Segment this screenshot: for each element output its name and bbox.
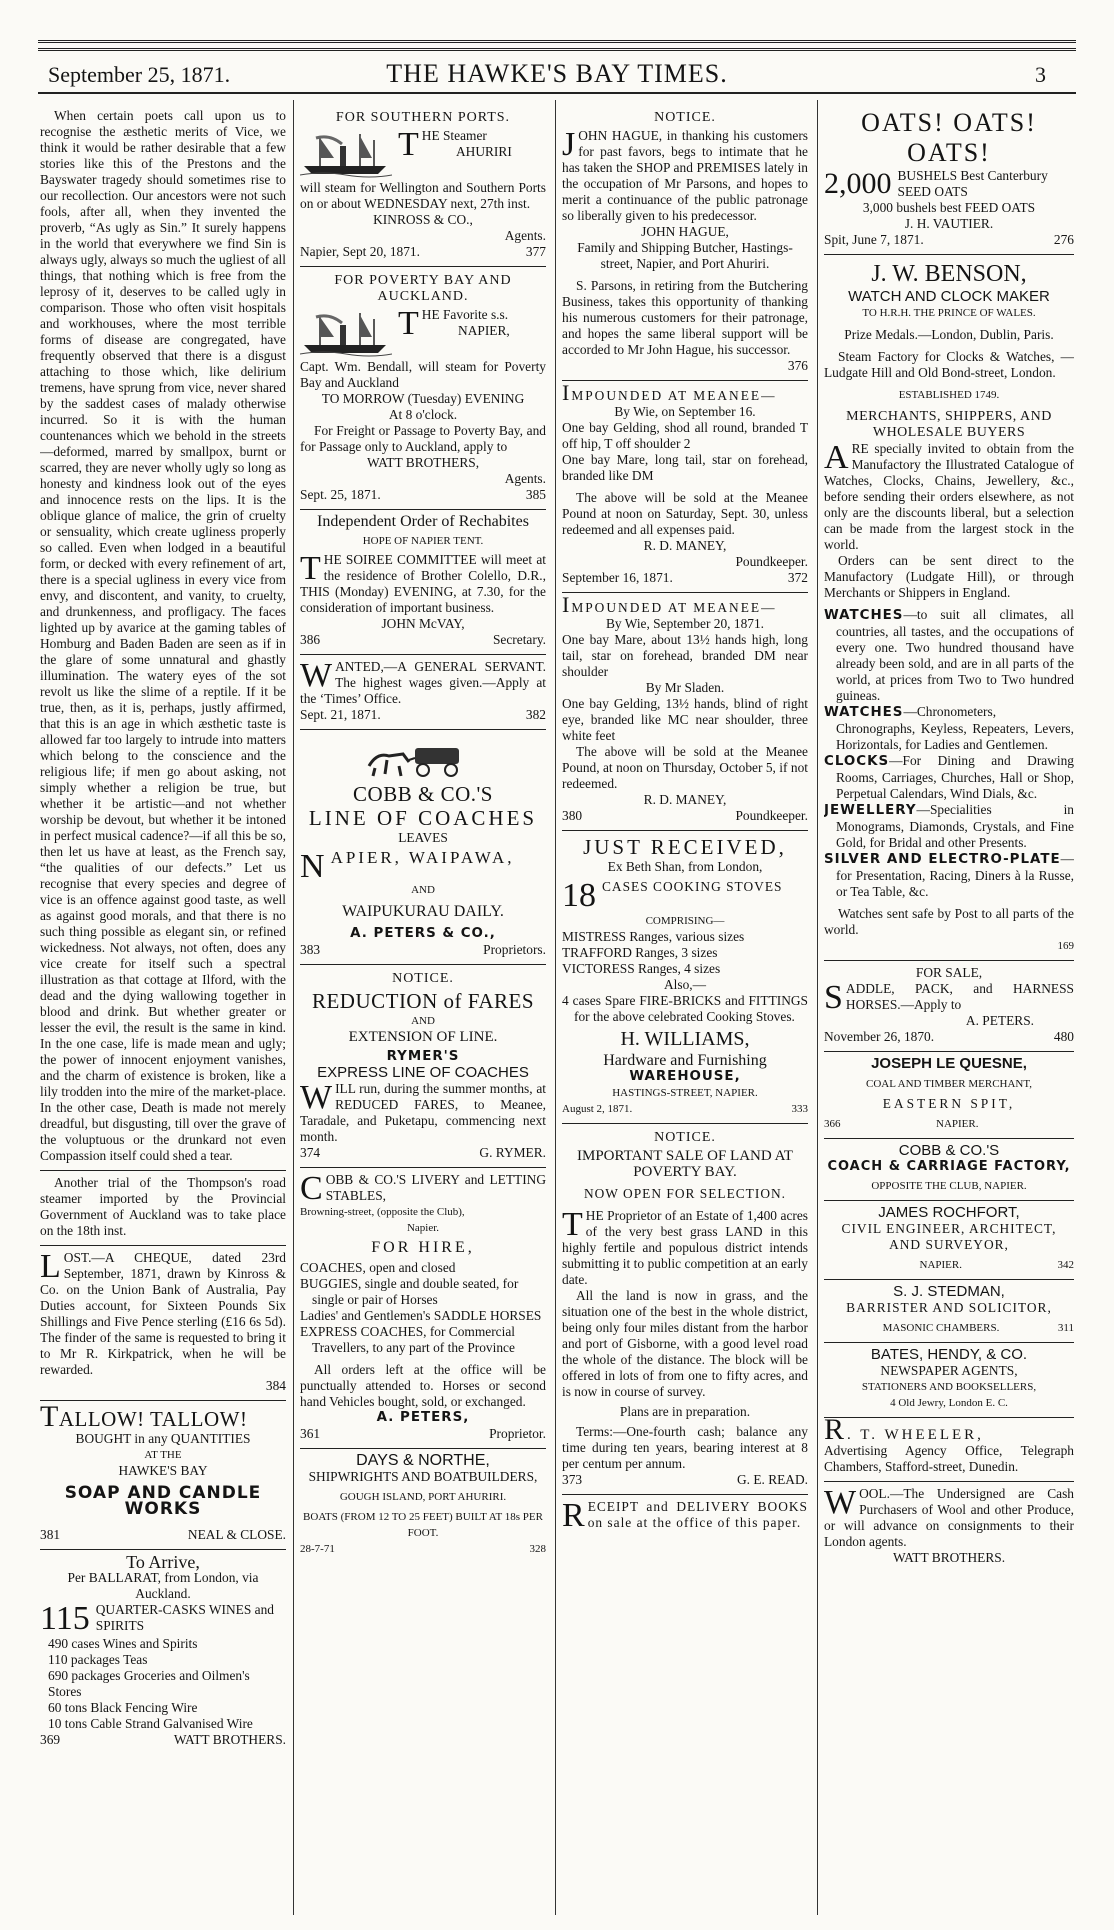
news-text: Another trial of the Thompson's road steamer imported by the Provincial Government of Auckland was to take place on the 18th inst. xyxy=(40,1175,286,1238)
ad-text: By Wie, September 20, 1871. xyxy=(605,616,765,631)
ad-sign: JOHN HAGUE, xyxy=(641,224,729,239)
ad-text: Watches sent safe by Post to all parts of the world. xyxy=(824,906,1074,937)
list-item: 110 packages Teas xyxy=(48,1652,148,1667)
ad-number: 374 xyxy=(300,1145,321,1160)
ad-text: Orders can be sent direct to the Manufactory (Ludgate Hill), or through Merchants or Shippers in England. xyxy=(824,553,1074,600)
tallow-sign: NEAL & CLOSE. xyxy=(187,1527,286,1542)
ad-number: 328 xyxy=(529,1543,546,1555)
ad-sign: H. WILLIAMS, xyxy=(620,1028,750,1050)
ad-number: 369 xyxy=(40,1732,61,1747)
ad-text: CASES COOKING STOVES xyxy=(602,879,783,894)
list-item: 60 tons Black Fencing Wire xyxy=(48,1700,198,1715)
ad-text: MASONIC CHAMBERS. xyxy=(882,1322,1000,1334)
ship-name: AHURIRI xyxy=(455,144,512,159)
ad-role: Poundkeeper. xyxy=(735,554,808,569)
ad-text: Browning-street, (opposite the Club), xyxy=(300,1206,465,1218)
ad-text: ESTABLISHED 1749. xyxy=(898,389,1000,401)
tallow-line: AT THE xyxy=(144,1449,182,1461)
for-sale-ad xyxy=(824,961,1074,1052)
drop-cap: W xyxy=(300,657,333,694)
livery-stables-ad xyxy=(300,1168,546,1449)
ad-date: September 16, 1871. xyxy=(562,570,673,585)
ad-number: 480 xyxy=(1053,1029,1074,1044)
ad-text: S. Parsons, in retiring from the Butchering Business, takes this opportunity of thanking his numerous customers for their patronage, and hopes the same liberal support will be accorded to Mr John Hague, his successor. xyxy=(562,278,808,357)
ad-text: ANTED,—A GENERAL SERVANT. The highest wages given.—Apply at the ‘Times’ Office. xyxy=(300,659,546,706)
wheeler-ad xyxy=(824,1413,1074,1482)
ad-text: COACH & CARRIAGE FACTORY, xyxy=(827,1159,1071,1174)
ad-heading: FOR SALE, xyxy=(915,965,983,980)
ad-heading: LINE OF COACHES xyxy=(308,806,538,830)
ad-heading: NOTICE. xyxy=(654,110,716,125)
ad-text: ECEIPT and DELIVERY BOOKS on sale at the office of this paper. xyxy=(587,1499,808,1530)
drop-cap: S xyxy=(824,979,843,1016)
ad-number: 276 xyxy=(1053,232,1074,247)
list-item: 490 cases Wines and Spirits xyxy=(48,1636,198,1651)
ad-heading: NOTICE. xyxy=(392,971,454,986)
ad-heading: DAYS & NORTHE, xyxy=(356,1452,490,1469)
ad-number: 381 xyxy=(40,1527,61,1542)
ad-text: One bay Gelding, 13½ hands, blind of right eye, branded like MC near shoulder, three white feet xyxy=(562,696,808,743)
ad-text: EXPRESS LINE OF COACHES xyxy=(317,1064,529,1081)
ad-role: Proprietors. xyxy=(483,942,546,957)
drop-cap: I xyxy=(562,592,572,617)
column-4 xyxy=(824,104,1074,1919)
ad-subheading: HOPE OF NAPIER TENT. xyxy=(362,535,484,547)
ad-keyword: JEWELLERY xyxy=(824,803,917,818)
ad-text: One bay Mare, about 13½ hands high, long tail, star on forehead, branded DM near shoulder xyxy=(562,632,808,679)
ad-number: 376 xyxy=(787,358,808,373)
ad-number: 383 xyxy=(300,942,321,957)
arrive-title: To Arrive, xyxy=(126,1552,200,1572)
ad-text: ILL run, during the summer months, at REDUCED FARES, to Meanee, Taradale, and Puketapu, commencing next month. xyxy=(300,1081,546,1144)
ad-text: TO MORROW (Tuesday) EVENING xyxy=(321,391,525,406)
ad-text: OBB & CO.'S LIVERY and LETTING STABLES, xyxy=(325,1172,546,1203)
list-item: 690 packages Groceries and Oilmen's Stores xyxy=(48,1668,250,1699)
impounded-ad-2 xyxy=(562,593,808,831)
tallow-line: HAWKE'S BAY xyxy=(118,1463,208,1478)
ad-keyword: WATCHES xyxy=(824,608,904,623)
ad-text: LEAVES xyxy=(398,830,448,845)
ad-text: Capt. Wm. Bendall, will steam for Poverty Bay and Auckland xyxy=(300,359,546,390)
big-number: 2,000 xyxy=(824,168,892,200)
ad-heading: JOSEPH LE QUESNE, xyxy=(871,1055,1027,1072)
bates-hendy-ad xyxy=(824,1343,1074,1418)
ad-text: For Freight or Passage to Poverty Bay, and for Passage only to Auckland, apply to xyxy=(300,423,546,454)
ad-text: All the land is now in grass, and the situation one of the best in the whole district, being only four miles distant from the harbor and port of Gisborne, with a good level road the whole of the distance. The block will be offered in lots of from one to fifty acres, and is now in course of survey. xyxy=(562,1288,808,1399)
ad-heading: JAMES ROCHFORT, xyxy=(878,1204,1020,1221)
ad-text: —Specialities in Monograms, Diamonds, Crystals, and Fine Gold, for Bridal and other Presents. xyxy=(836,802,1074,850)
ad-heading: BATES, HENDY, & CO. xyxy=(870,1346,1028,1363)
ad-text: APIER, WAIPAWA, xyxy=(330,848,515,867)
ad-sign: G. E. READ. xyxy=(736,1472,808,1487)
ad-number: 377 xyxy=(525,244,546,259)
ad-date: Sept. 21, 1871. xyxy=(300,707,381,722)
ad-number: 366 xyxy=(824,1118,841,1130)
ad-text: Family and Shipping Butcher, Hastings-street, Napier, and Port Ahuriri. xyxy=(577,240,793,271)
ad-text: TO H.R.H. THE PRINCE OF WALES. xyxy=(862,307,1036,319)
ad-number: 384 xyxy=(265,1378,286,1393)
list-item: 10 tons Cable Strand Galvanised Wire xyxy=(48,1716,253,1731)
ad-heading: FOR HIRE, xyxy=(371,1239,475,1256)
ad-text: AND xyxy=(411,884,435,896)
stagecoach-icon xyxy=(363,738,483,778)
ad-text: ADDLE, PACK, and HARNESS HORSES.—Apply to xyxy=(845,981,1074,1012)
ad-sign: A. PETERS & CO., xyxy=(350,926,496,941)
ad-heading: . T. WHEELER, xyxy=(847,1427,984,1443)
ad-role: Poundkeeper. xyxy=(735,808,808,823)
ad-text: Terms:—One-fourth cash; balance any time during ten years, bearing interest at 8 per centum per annum. xyxy=(562,1424,808,1471)
ad-text: HE Steamer xyxy=(421,128,487,143)
ad-heading: Independent Order of Rechabites xyxy=(317,513,529,530)
ad-text: NEWSPAPER AGENTS, xyxy=(880,1363,1018,1378)
ad-number: 373 xyxy=(562,1472,583,1487)
ad-text: Prize Medals.—London, Dublin, Paris. xyxy=(844,327,1054,342)
wool-ad xyxy=(824,1482,1074,1566)
drop-cap: L xyxy=(40,1248,61,1285)
ad-sign: J. H. VAUTIER. xyxy=(904,216,994,231)
ad-text: Plans are in preparation. xyxy=(619,1404,751,1419)
impounded-ad-1 xyxy=(562,381,808,593)
ad-text: —For Dining and Drawing Rooms, Carriages, Churches, Hall or Shop, Perpetual Calendars, Wind Dials, &c. xyxy=(836,753,1074,801)
ad-text: GOUGH ISLAND, PORT AHURIRI. xyxy=(339,1491,507,1503)
ad-number: 382 xyxy=(525,707,546,722)
ad-sign: KINROSS & CO., xyxy=(373,212,473,227)
ad-text: BOATS (FROM 12 TO 25 FEET) BUILT AT 18s PER FOOT. xyxy=(303,1511,543,1539)
ad-heading: REDUCTION of FARES xyxy=(311,989,535,1013)
drop-cap: T xyxy=(300,550,321,587)
drop-cap: W xyxy=(300,1079,333,1116)
ad-text: Ex Beth Shan, from London, xyxy=(607,859,763,874)
essay-article xyxy=(40,104,286,1171)
ad-text: BUSHELS Best Canterbury SEED OATS xyxy=(897,168,1048,199)
big-number: 18 xyxy=(562,879,596,913)
arrive-sign: WATT BROTHERS. xyxy=(173,1732,286,1747)
ad-date: August 2, 1871. xyxy=(562,1103,633,1115)
ad-text: NAPIER. xyxy=(919,1259,962,1271)
essay-text: When certain poets call upon us to recognise the æsthetic merits of Vice, we think it would be rather desirable that a few stories like this of the Prestons and the Bayswater tragedy should sometimes rise to our recollection. Our ancestors were not such fools, after all, when they invented the proverb, “As ugly as Sin.” It surely happens in the world that everywhere we find Sin is always ugly, always so much the ugliest of all things, that nothing which is free from the leprosy of it, deserves to be called ugly in comparison. Those who often visit hospitals and workhouses, where the most terrible forms of disease are congregated, have frequently observed that there is a disgust attaching to those which, like delirium tremens, have sprung from vice, never shared by the saddest cases of malady otherwise incurred. So it is with the human countenances which we behold in the streets—deformed, marred by smallpox, burnt or scarred, they are never wholly ugly so long as honesty and kindness look out of the eyes and innocence rests on the lips. It is the oblique glance of malice, the grin of cruelty or sensuality, which create ugliness properly so called. Even when lodged in a beautiful form, or decked with every refinement of art, there is a special ugliness in every vice from envy, and discontent, and vanity, to cruelty, and drunkenness, and profligacy. The faces lighted up by avarice at the gaming tables of Homburg and Baden Baden are seen as if in the glare of some unnatural and ghastly illumination. The watery eyes of the sot revolt us like the slime of a reptile. If it be true, then, as it is, perhaps, justly affirmed, that this is an age in which æsthetic taste is allowed far too largely to intrude into matters which belong to the conscience and the religious life; if men go about asking, not simply whether a religion be true, but whether it be artistic—and not whether worship be devout, but whether it be intoned in perfect musical cadence?—if all this be so, then let us have at least, as the French say, “the qualities of our defects.” Let us recognise that every species and degree of vice is an offence against good taste, as well as against good morals, and that there is no such thing possible as elegant sin, or refined wickedness. Not always, not often, does any vice create for itself such a spectral illustration as that cottage at Ilford, with the dead and the dying wallowing together in blood and drink. But whether greater or lesser the evil, the result is the same in kind. In the one case, life is made mean and ugly; the power of innocent enjoyment vanishes, and the charm of existence is broken, like a lily trodden into the mire of the market-place. In the other case, Death is made not merely dreadful, but disgusting, till over the grave of the voluptuous or the drunkard not even Compassion itself could shed a tear. xyxy=(40,108,286,1163)
ad-text: COAL AND TIMBER MERCHANT, xyxy=(865,1078,1033,1090)
ad-text: —for Presentation, Racing, Diners à la Russe, or Tea Table, &c. xyxy=(836,851,1074,899)
list-item: Ladies' and Gentlemen's SADDLE HORSES xyxy=(300,1308,542,1323)
tallow-line: BOUGHT in any QUANTITIES xyxy=(75,1431,251,1446)
ad-heading: FOR POVERTY BAY AND AUCKLAND. xyxy=(334,273,512,304)
ad-text: All orders left at the office will be punctually attended to. Horses or second hand Vehicles bought, sold, or exchanged. xyxy=(300,1362,546,1409)
ad-text: WAIPUKURAU DAILY. xyxy=(342,903,504,920)
stedman-ad xyxy=(824,1280,1074,1343)
drop-cap: R xyxy=(562,1497,585,1534)
john-hague-ad xyxy=(562,104,808,381)
tallow-works: SOAP AND CANDLE WORKS xyxy=(64,1483,262,1519)
ad-keyword: WATCHES xyxy=(824,705,904,720)
ad-text: 3,000 bushels best FEED OATS xyxy=(862,200,1036,215)
ad-text: By Wie, on September 16. xyxy=(614,404,756,419)
ad-heading: COBB & CO.'S xyxy=(353,782,493,806)
list-item: EXPRESS COACHES, for Commercial Travellers, to any part of the Province xyxy=(300,1324,515,1355)
column-divider xyxy=(555,100,556,1915)
ad-number: 169 xyxy=(1057,940,1074,952)
list-item: TRAFFORD Ranges, 3 sizes xyxy=(562,945,718,960)
southern-ports-ad xyxy=(300,104,546,267)
drop-cap: W xyxy=(824,1484,857,1521)
ad-text: The above will be sold at the Meanee Pound, at noon on Thursday, October 5, if not redeemed. xyxy=(562,744,808,791)
ad-text: HE Favorite s.s. xyxy=(421,307,509,322)
ad-text: Napier. xyxy=(406,1222,440,1234)
drop-cap: C xyxy=(300,1170,323,1207)
ad-text: By Mr Sladen. xyxy=(645,680,725,695)
ad-text: Also,— xyxy=(663,977,707,992)
drop-cap: T xyxy=(398,305,419,342)
drop-cap: A xyxy=(824,439,849,476)
ad-sign: G. RYMER. xyxy=(479,1145,546,1160)
drop-cap: I xyxy=(562,380,572,405)
ad-number: 311 xyxy=(1057,1322,1074,1334)
column-divider xyxy=(293,100,294,1915)
issue-date: September 25, 1871. xyxy=(48,62,231,87)
ad-keyword: SILVER AND ELECTRO-PLATE xyxy=(824,852,1061,867)
ad-text: OOL.—The Undersigned are Cash Purchasers of Wool and other Produce, or will advance on consignments to their London agents. xyxy=(824,1486,1074,1549)
ad-number: 342 xyxy=(1057,1259,1074,1271)
ad-date: Spit, June 7, 1871. xyxy=(824,232,924,247)
ad-text: CIVIL ENGINEER, ARCHITECT, AND SURVEYOR, xyxy=(841,1221,1057,1252)
ad-sign: JOHN McVAY, xyxy=(381,616,465,631)
ad-text: RE specially invited to obtain from the Manufactory the Illustrated Catalogue of Watches, Clocks, Chains, Jewellery, &c., before sending their orders elsewhere, as not only are the discounts liberal, but a selection can be made from the largest stock in the world. xyxy=(824,441,1074,552)
ad-text: The above will be sold at the Meanee Pound at noon on Saturday, Sept. 30, unless redeemed and all expenses paid. xyxy=(562,490,808,537)
ad-heading: OATS! OATS! OATS! xyxy=(861,108,1037,167)
drop-cap: J xyxy=(562,126,576,163)
lost-text: OST.—A CHEQUE, dated 23rd September, 1871, drawn by Kinross & Co. on the Union Bank of Australia, Pay Duties account, for Sixteen Pounds Six Shillings and Five Pence sterling (£16 6s 5d). The finder of the same is requested to bring it to Mr R. Kirkpatrick, when he will be rewarded. xyxy=(40,1250,286,1377)
ad-role: Secretary. xyxy=(492,632,546,647)
ad-text: 4 cases Spare FIRE-BRICKS and FITTINGS for the above celebrated Cooking Stoves. xyxy=(562,993,808,1024)
ad-heading: FOR SOUTHERN PORTS. xyxy=(335,110,511,125)
drop-cap: T xyxy=(562,1206,583,1243)
ad-date: November 26, 1870. xyxy=(824,1029,935,1044)
wanted-ad xyxy=(300,655,546,730)
ad-heading: IMPORTANT SALE OF LAND AT POVERTY BAY. xyxy=(577,1148,793,1180)
cobb-factory-ad xyxy=(824,1139,1074,1201)
ad-text: Steam Factory for Clocks & Watches, —Ludgate Hill and Old Bond-street, London. xyxy=(824,349,1074,380)
ad-heading: JUST RECEIVED, xyxy=(583,835,787,859)
ad-text: Hardware and Furnishing xyxy=(603,1052,767,1069)
reduction-fares-ad xyxy=(300,965,546,1168)
ad-date: Sept. 25, 1871. xyxy=(300,487,381,502)
ad-number: 333 xyxy=(791,1103,808,1115)
list-item: MISTRESS Ranges, various sizes xyxy=(562,929,745,944)
ad-text: NAPIER. xyxy=(936,1118,979,1130)
ad-text: SHIPWRIGHTS AND BOATBUILDERS, xyxy=(308,1469,538,1484)
top-rule-2 xyxy=(38,48,1076,51)
rochfort-ad xyxy=(824,1201,1074,1280)
ad-heading: MPOUNDED AT MEANEE— xyxy=(571,600,777,615)
ad-number: 361 xyxy=(300,1426,321,1441)
header-rule xyxy=(38,92,1076,94)
just-received-ad xyxy=(562,831,808,1124)
top-rule xyxy=(38,40,1076,43)
ad-sign: R. D. MANEY, xyxy=(643,538,727,553)
ad-text: One bay Mare, long tail, star on forehead, branded like DM xyxy=(562,452,808,483)
arrive-big-text: QUARTER-CASKS WINES and SPIRITS xyxy=(95,1602,274,1633)
poverty-bay-ad xyxy=(300,267,546,510)
ad-number: 372 xyxy=(787,570,808,585)
column-divider xyxy=(817,100,818,1915)
ad-text: EASTERN SPIT, xyxy=(882,1096,1016,1111)
ad-text: OHN HAGUE, in thanking his customers for past favors, begs to intimate that he has taken the SHOP and PREMISES lately in the occupation of Mr Parsons, and hopes to merit a continuance of the public patronage so liberally given to his predecessor. xyxy=(562,128,808,223)
ship-name: NAPIER, xyxy=(458,323,510,338)
ad-text: HASTINGS-STREET, NAPIER. xyxy=(612,1087,758,1099)
news-item-road-steamer xyxy=(40,1171,286,1246)
ad-text: OPPOSITE THE CLUB, NAPIER. xyxy=(871,1180,1027,1192)
arrive-per: Per BALLARAT, from London, via Auckland. xyxy=(67,1570,259,1601)
ad-text: AND xyxy=(411,1015,435,1027)
ad-text: At 8 o'clock. xyxy=(388,407,458,422)
tallow-ad xyxy=(40,1401,286,1550)
tallow-title: ALLOW! TALLOW! xyxy=(58,1407,248,1431)
ad-text: —to suit all climates, all countries, all tastes, and the occupations of every one. Two hundred thousand have already been sold, and are in all parts of the world, at prices from Two to Two hundred guineas. xyxy=(836,607,1074,703)
ad-text: WAREHOUSE, xyxy=(629,1069,741,1084)
ad-text: COMPRISING— xyxy=(645,915,725,927)
list-item: COACHES, open and closed xyxy=(300,1260,456,1275)
rechabites-ad xyxy=(300,510,546,655)
receipt-books-ad xyxy=(562,1495,808,1534)
ad-text: BARRISTER AND SOLICITOR, xyxy=(846,1300,1052,1315)
ad-date: 28-7-71 xyxy=(300,1543,335,1555)
column-1 xyxy=(40,104,286,1919)
ad-sign: A. PETERS, xyxy=(376,1410,470,1425)
page-number: 3 xyxy=(1035,62,1046,87)
ad-sign: R. D. MANEY, xyxy=(643,792,727,807)
steamship-icon xyxy=(300,128,392,178)
drop-cap: T xyxy=(40,1400,59,1433)
ad-heading: NOTICE. xyxy=(654,1130,716,1145)
drop-cap: R xyxy=(824,1413,848,1446)
list-item: BUGGIES, single and double seated, for single or pair of Horses xyxy=(300,1276,519,1307)
newspaper-title: THE HAWKE'S BAY TIMES. xyxy=(386,59,728,88)
arrive-big-number: 115 xyxy=(40,1602,90,1636)
ad-text: One bay Gelding, shod all round, branded T off hip, T off shoulder 2 xyxy=(562,420,808,451)
ad-keyword: CLOCKS xyxy=(824,754,890,769)
ad-sign: A. PETERS. xyxy=(965,1013,1034,1028)
ad-text: WATCH AND CLOCK MAKER xyxy=(848,288,1050,305)
masthead xyxy=(48,56,1066,90)
ad-number: 386 xyxy=(300,632,321,647)
ad-text: RYMER'S xyxy=(386,1049,460,1064)
cobb-coaches-ad xyxy=(300,730,546,965)
ad-heading: MPOUNDED AT MEANEE— xyxy=(571,388,777,403)
steamship-icon xyxy=(300,307,392,357)
ad-sign: WATT BROTHERS, xyxy=(366,455,480,470)
ad-heading: J. W. BENSON, xyxy=(871,261,1027,287)
ad-number: 385 xyxy=(525,487,546,502)
oats-ad xyxy=(824,104,1074,255)
lost-cheque-ad xyxy=(40,1246,286,1401)
land-sale-ad xyxy=(562,1124,808,1495)
ad-sign: WATT BROTHERS. xyxy=(892,1550,1006,1565)
ad-text: HE Proprietor of an Estate of 1,400 acres of the very best grass LAND in this highly fertile and populous district intends submitting it to public competition at an early date. xyxy=(562,1208,808,1287)
list-item: VICTORESS Ranges, 4 sizes xyxy=(562,961,721,976)
column-2 xyxy=(300,104,546,1919)
ad-date: Napier, Sept 20, 1871. xyxy=(300,244,420,259)
ad-text: Advertising Agency Office, Telegraph Chambers, Stafford-street, Dunedin. xyxy=(824,1443,1074,1474)
ad-text: NOW OPEN FOR SELECTION. xyxy=(583,1186,787,1201)
arrive-ad xyxy=(40,1550,286,1748)
ad-text: will steam for Wellington and Southern Ports on or about WEDNESDAY next, 27th inst. xyxy=(300,180,546,211)
ad-heading: COBB & CO.'S xyxy=(898,1142,1000,1159)
ad-text: 4 Old Jewry, London E. C. xyxy=(890,1397,1008,1409)
benson-ad xyxy=(824,255,1074,961)
drop-cap: N xyxy=(300,848,328,885)
ad-heading: MERCHANTS, SHIPPERS, AND WHOLESALE BUYERS xyxy=(846,409,1052,440)
ad-text: STATIONERS AND BOOKSELLERS, xyxy=(861,1381,1037,1393)
ad-role: Agents. xyxy=(504,228,546,243)
ad-role: Agents. xyxy=(504,471,546,486)
arrive-items xyxy=(40,1636,286,1732)
drop-cap: T xyxy=(398,126,419,163)
days-northe-ad xyxy=(300,1449,546,1557)
ad-heading: S. J. STEDMAN, xyxy=(893,1283,1005,1300)
ad-text: HE SOIREE COMMITTEE will meet at the residence of Brother Colello, D.R., THIS (Monday) EVENING, at 7.30, for the consideration of important business. xyxy=(300,552,546,615)
le-quesne-ad xyxy=(824,1052,1074,1139)
ad-text: EXTENSION OF LINE. xyxy=(348,1029,498,1045)
ad-text: —Chronometers, Chronographs, Keyless, Repeaters, Levers, Horizontals, for Ladies and Gentlemen. xyxy=(836,704,1074,752)
column-3 xyxy=(562,104,808,1919)
ad-number: 380 xyxy=(562,808,583,823)
ad-role: Proprietor. xyxy=(489,1426,546,1441)
